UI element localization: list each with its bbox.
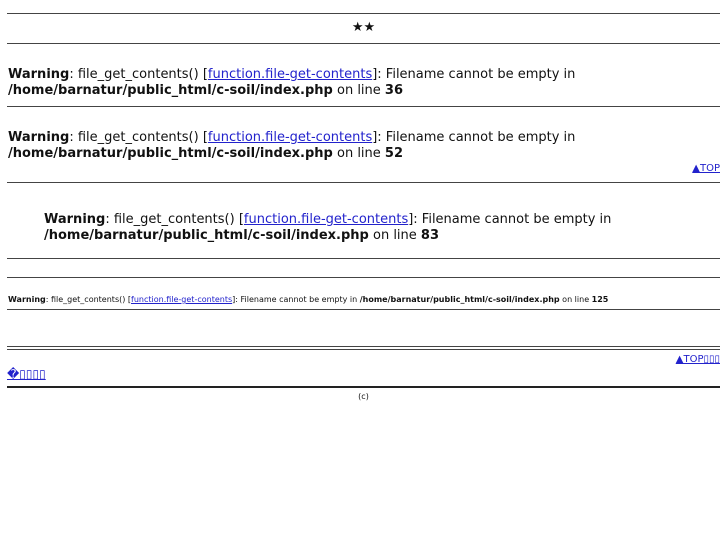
warning-text: on line: [368, 228, 421, 243]
warning-message: [44, 212, 611, 244]
function-link[interactable]: function.file-get-contents: [207, 130, 373, 145]
warning-text: on line: [332, 83, 385, 98]
warning-text: : file_get_contents() [: [69, 67, 208, 82]
warning-message: [8, 295, 608, 305]
warning-label: Warning: [8, 67, 70, 82]
file-path: /home/barnatur/public_html/c-soil/index.php: [359, 295, 560, 304]
file-path: /home/barnatur/public_html/c-soil/index.php: [8, 146, 333, 161]
line-number: 125: [591, 295, 609, 304]
divider: [7, 346, 720, 347]
function-link[interactable]: function.file-get-contents: [131, 295, 233, 304]
warning-text: : file_get_contents() [: [105, 212, 244, 227]
warning-text: : file_get_contents() [: [69, 130, 208, 145]
footer-nav-link[interactable]: �▯▯▯▯: [7, 367, 46, 381]
top-link[interactable]: ▲TOP▯▯▯: [675, 354, 720, 365]
warning-message: [8, 67, 575, 99]
divider: [7, 106, 720, 107]
warning-text: ]: Filename cannot be empty in: [372, 130, 576, 145]
divider: [7, 258, 720, 259]
header-stars: ★★: [351, 20, 376, 35]
warning-text: ]: Filename cannot be empty in: [232, 295, 360, 304]
file-path: /home/barnatur/public_html/c-soil/index.php: [44, 228, 369, 243]
warning-text: on line: [559, 295, 592, 304]
warning-label: Warning: [44, 212, 106, 227]
divider: [7, 277, 720, 278]
line-number: 83: [420, 228, 440, 243]
file-path: /home/barnatur/public_html/c-soil/index.php: [8, 83, 333, 98]
divider: [7, 182, 720, 183]
divider: [7, 309, 720, 310]
divider: [7, 349, 720, 350]
warning-text: on line: [332, 146, 385, 161]
divider: [7, 43, 720, 44]
top-link[interactable]: ▲TOP: [692, 163, 720, 174]
line-number: 36: [384, 83, 404, 98]
warning-label: Warning: [8, 130, 70, 145]
warning-text: ]: Filename cannot be empty in: [408, 212, 612, 227]
copyright: (c): [358, 392, 369, 401]
function-link[interactable]: function.file-get-contents: [207, 67, 373, 82]
divider: [7, 13, 720, 14]
line-number: 52: [384, 146, 404, 161]
warning-text: ]: Filename cannot be empty in: [372, 67, 576, 82]
warning-text: : file_get_contents() [: [45, 295, 132, 304]
warning-label: Warning: [8, 295, 46, 304]
warning-message: [8, 130, 575, 162]
divider: [7, 386, 720, 388]
function-link[interactable]: function.file-get-contents: [243, 212, 409, 227]
